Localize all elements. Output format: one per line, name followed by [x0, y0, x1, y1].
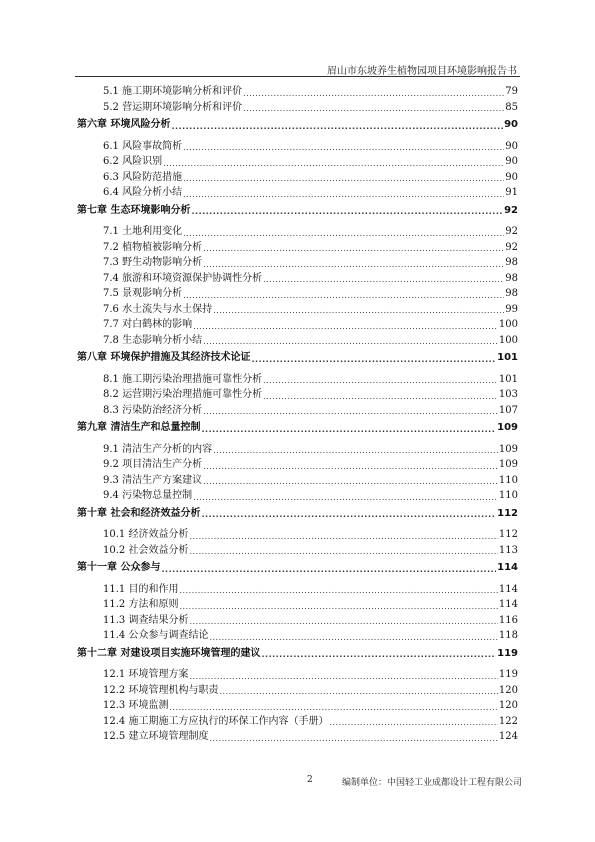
- toc-entry-page: 109: [498, 459, 518, 470]
- toc-leader-dots: [213, 442, 498, 458]
- toc-leader-dots: [193, 317, 498, 333]
- toc-section-entry[interactable]: [77, 442, 518, 458]
- toc-leader-dots: [193, 488, 498, 504]
- toc-section-entry[interactable]: [77, 139, 518, 155]
- page-number: 2: [307, 775, 313, 785]
- header-divider: [75, 76, 520, 77]
- toc-leader-dots: [189, 543, 497, 559]
- toc-entry-page: 92: [505, 226, 518, 237]
- toc-entry-label: 9.4 污染物总量控制: [103, 490, 193, 501]
- toc-entry-label: 7.7 对白鹤林的影响: [103, 319, 193, 330]
- toc-entry-page: 109: [498, 443, 518, 455]
- toc-section-entry[interactable]: [77, 255, 518, 271]
- toc-leader-dots: [189, 527, 497, 543]
- toc-leader-dots: [243, 84, 504, 100]
- toc-leader-dots: [203, 255, 504, 271]
- toc-entry-page: 109: [497, 422, 518, 433]
- toc-leader-dots: [261, 646, 496, 662]
- toc-section-entry[interactable]: [77, 628, 518, 644]
- toc-entry-label: 9.3 清洁生产方案建议: [103, 474, 203, 486]
- toc-entry-label: 8.3 污染防治经济分析: [103, 404, 203, 416]
- toc-entry-page: 119: [498, 669, 518, 680]
- toc-section-entry[interactable]: [77, 84, 518, 100]
- toc-leader-dots: [171, 117, 503, 133]
- toc-entry-label: 8.2 运营期污染治理措施可靠性分析: [103, 389, 263, 400]
- toc-section-entry[interactable]: [77, 488, 518, 504]
- toc-entry-page: 100: [498, 319, 518, 330]
- toc-leader-dots: [209, 729, 497, 745]
- toc-section-entry[interactable]: [77, 613, 518, 629]
- toc-section-entry[interactable]: [77, 387, 518, 403]
- toc-entry-label: 第六章 环境风险分析: [77, 119, 171, 130]
- toc-leader-dots: [179, 597, 497, 613]
- toc-entry-page: 107: [498, 404, 518, 416]
- toc-section-entry[interactable]: [77, 100, 518, 116]
- toc-entry-page: 101: [497, 352, 518, 363]
- toc-entry-page: 90: [505, 140, 518, 152]
- toc-section-entry[interactable]: [77, 185, 518, 201]
- toc-section-entry[interactable]: [77, 271, 518, 287]
- toc-leader-dots: [213, 302, 504, 318]
- toc-entry-label: 第九章 清洁生产和总量控制: [77, 422, 201, 433]
- toc-section-entry[interactable]: [77, 698, 518, 714]
- toc-entry-page: 119: [497, 647, 518, 659]
- toc-leader-dots: [263, 271, 504, 287]
- toc-entry-label: 12.1 环境管理方案: [103, 669, 189, 680]
- toc-entry-page: 112: [497, 507, 518, 519]
- toc-section-entry[interactable]: [77, 403, 518, 419]
- toc-leader-dots: [203, 473, 498, 489]
- toc-leader-dots: [251, 350, 496, 366]
- toc-section-entry[interactable]: [77, 473, 518, 489]
- toc-entry-page: 101: [498, 373, 518, 385]
- toc-entry-page: 114: [498, 583, 518, 595]
- toc-entry-label: 11.1 目的和作用: [103, 583, 179, 595]
- toc-entry-page: 90: [505, 171, 518, 183]
- toc-entry-label: 6.3 风险防范措施: [103, 171, 183, 183]
- toc-leader-dots: [183, 224, 504, 240]
- toc-leader-dots: [203, 403, 498, 419]
- toc-entry-label: 11.2 方法和原则: [103, 599, 179, 610]
- toc-section-entry[interactable]: [77, 729, 518, 745]
- toc-entry-label: 第七章 生态环境影响分析: [77, 204, 191, 216]
- table-of-contents: [77, 84, 518, 745]
- toc-entry-page: 98: [505, 288, 518, 299]
- toc-entry-page: 98: [505, 257, 518, 268]
- toc-entry-page: 98: [505, 272, 518, 284]
- toc-section-entry[interactable]: [77, 286, 518, 302]
- toc-entry-label: 11.3 调查结果分析: [103, 614, 189, 626]
- toc-entry-label: 9.2 项目清洁生产分析: [103, 459, 203, 470]
- toc-entry-label: 7.3 野生动物影响分析: [103, 257, 203, 268]
- toc-entry-label: 10.2 社会效益分析: [103, 544, 189, 556]
- toc-section-entry[interactable]: [77, 224, 518, 240]
- toc-leader-dots: [183, 139, 504, 155]
- toc-chapter-entry[interactable]: [77, 117, 518, 133]
- toc-leader-dots: [183, 185, 504, 201]
- toc-entry-page: 118: [498, 630, 518, 641]
- toc-leader-dots: [191, 203, 503, 219]
- toc-section-entry[interactable]: [77, 302, 518, 318]
- toc-leader-dots: [201, 420, 496, 436]
- toc-chapter-entry[interactable]: [77, 646, 518, 662]
- toc-entry-page: 110: [498, 474, 518, 486]
- toc-leader-dots: [161, 560, 496, 576]
- toc-chapter-entry[interactable]: [77, 350, 518, 366]
- toc-leader-dots: [263, 387, 498, 403]
- toc-entry-page: 122: [498, 715, 518, 727]
- toc-entry-label: 7.2 植物植被影响分析: [103, 241, 203, 253]
- toc-entry-label: 11.4 公众参与调查结论: [103, 630, 209, 641]
- toc-entry-label: 6.4 风险分析小结: [103, 187, 183, 198]
- document-header-title: 眉山市东坡养生植物园项目环境影响报告书: [327, 66, 517, 77]
- toc-entry-label: 5.2 营运期环境影响分析和评价: [103, 101, 243, 113]
- toc-entry-label: 7.1 土地利用变化: [103, 226, 183, 237]
- toc-section-entry[interactable]: [77, 667, 518, 683]
- toc-entry-page: 100: [498, 334, 518, 346]
- toc-entry-label: 8.1 施工期污染治理措施可靠性分析: [103, 373, 263, 385]
- toc-entry-label: 7.4 旅游和环境资源保护协调性分析: [103, 272, 263, 284]
- toc-leader-dots: [219, 683, 497, 699]
- toc-entry-label: 第十二章 对建设项目实施环境管理的建议: [77, 647, 261, 659]
- toc-leader-dots: [189, 667, 497, 683]
- toc-entry-page: 90: [504, 119, 518, 130]
- toc-entry-page: 120: [498, 684, 518, 696]
- toc-chapter-entry[interactable]: [77, 203, 518, 219]
- toc-section-entry[interactable]: [77, 372, 518, 388]
- toc-leader-dots: [203, 240, 504, 256]
- toc-entry-page: 113: [498, 544, 518, 556]
- toc-entry-page: 116: [498, 614, 518, 626]
- toc-section-entry[interactable]: [77, 683, 518, 699]
- toc-leader-dots: [189, 613, 497, 629]
- toc-entry-page: 120: [498, 700, 518, 711]
- toc-entry-label: 12.2 环境管理机构与职责: [103, 684, 219, 696]
- toc-chapter-entry[interactable]: [77, 560, 518, 576]
- toc-leader-dots: [203, 333, 498, 349]
- toc-entry-page: 124: [498, 731, 518, 742]
- toc-leader-dots: [201, 506, 496, 522]
- toc-entry-label: 6.2 风险识别: [103, 156, 163, 167]
- toc-section-entry[interactable]: [77, 240, 518, 256]
- toc-section-entry[interactable]: [77, 170, 518, 186]
- toc-leader-dots: [329, 714, 497, 730]
- toc-leader-dots: [179, 582, 497, 598]
- toc-section-entry[interactable]: [77, 714, 518, 730]
- toc-section-entry[interactable]: [77, 527, 518, 543]
- toc-entry-label: 6.1 风险事故简析: [103, 140, 183, 152]
- toc-leader-dots: [169, 698, 497, 714]
- toc-entry-page: 91: [505, 187, 518, 198]
- toc-leader-dots: [203, 457, 498, 473]
- toc-entry-page: 92: [505, 241, 518, 253]
- toc-entry-label: 12.3 环境监测: [103, 700, 169, 711]
- toc-leader-dots: [263, 372, 498, 388]
- toc-chapter-entry[interactable]: [77, 506, 518, 522]
- toc-entry-label: 第十章 社会和经济效益分析: [77, 507, 201, 519]
- toc-entry-label: 12.5 建立环境管理制度: [103, 731, 209, 742]
- toc-section-entry[interactable]: [77, 317, 518, 333]
- toc-entry-page: 85: [505, 101, 518, 113]
- footer-organization: 编制单位：中国轻工业成都设计工程有限公司: [342, 778, 523, 788]
- toc-entry-label: 5.1 施工期环境影响分析和评价: [103, 86, 243, 97]
- toc-entry-label: 7.6 水土流失与水土保持: [103, 303, 213, 315]
- toc-section-entry[interactable]: [77, 333, 518, 349]
- toc-leader-dots: [183, 170, 504, 186]
- toc-entry-page: 114: [498, 599, 518, 610]
- toc-entry-page: 79: [505, 86, 518, 97]
- toc-entry-page: 110: [498, 490, 518, 501]
- toc-chapter-entry[interactable]: [77, 420, 518, 436]
- toc-entry-page: 103: [498, 389, 518, 400]
- toc-section-entry[interactable]: [77, 543, 518, 559]
- toc-entry-page: 99: [505, 303, 518, 315]
- toc-entry-label: 9.1 清洁生产分析的内容: [103, 443, 213, 455]
- toc-entry-label: 7.5 景观影响分析: [103, 288, 183, 299]
- toc-leader-dots: [163, 154, 504, 170]
- toc-entry-label: 10.1 经济效益分析: [103, 529, 189, 540]
- toc-entry-label: 第八章 环境保护措施及其经济技术论证: [77, 352, 251, 363]
- toc-leader-dots: [183, 286, 504, 302]
- toc-section-entry[interactable]: [77, 582, 518, 598]
- toc-entry-page: 112: [498, 529, 518, 540]
- toc-leader-dots: [209, 628, 497, 644]
- toc-section-entry[interactable]: [77, 597, 518, 613]
- toc-entry-page: 92: [504, 204, 518, 216]
- toc-section-entry[interactable]: [77, 457, 518, 473]
- toc-entry-label: 第十一章 公众参与: [77, 562, 161, 573]
- toc-leader-dots: [243, 100, 504, 116]
- toc-section-entry[interactable]: [77, 154, 518, 170]
- toc-entry-page: 90: [505, 156, 518, 167]
- toc-entry-label: 12.4 施工期施工方应执行的环保工作内容（手册）: [103, 715, 329, 727]
- toc-entry-label: 7.8 生态影响分析小结: [103, 334, 203, 346]
- toc-entry-page: 114: [497, 562, 518, 573]
